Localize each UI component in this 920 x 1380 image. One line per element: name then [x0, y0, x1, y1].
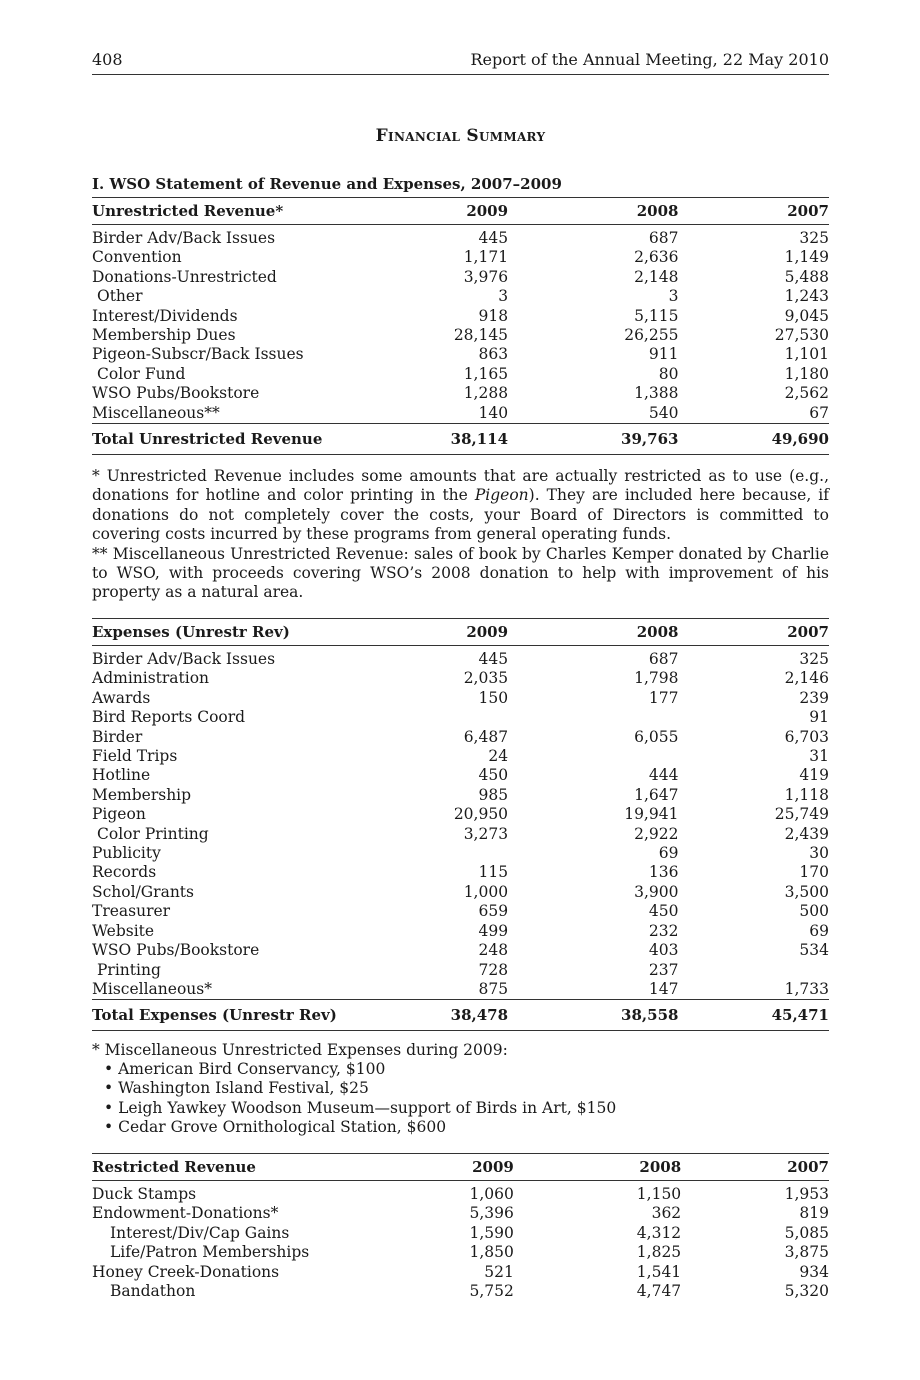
cell-value: 91 [809, 708, 829, 727]
cell-value: 1,733 [784, 979, 829, 998]
row-label: Schol/Grants [92, 882, 194, 901]
cell-value: 1,149 [784, 248, 829, 267]
cell-value: 232 [648, 921, 679, 940]
cell-value: 687 [648, 229, 679, 247]
cell-value: 150 [478, 688, 509, 707]
column-header: Expenses (Unrestr Rev) [92, 623, 290, 641]
cell-value: 403 [648, 941, 679, 960]
row-label: Duck Stamps [92, 1185, 197, 1203]
total-value: 38,558 [508, 1000, 678, 1031]
table-row [92, 669, 829, 688]
table-row [92, 384, 829, 403]
cell-value [678, 961, 829, 980]
cell-value: 24 [488, 747, 509, 766]
row-label: Administration [92, 669, 210, 688]
table-row [92, 844, 829, 863]
cell-value: 27,530 [774, 326, 829, 345]
cell-value: 1,590 [469, 1223, 514, 1242]
cell-value: 136 [648, 863, 679, 882]
cell-value: 5,085 [784, 1223, 829, 1242]
cell-value: 325 [799, 650, 829, 668]
cell-value [411, 708, 508, 727]
column-header: 2009 [466, 623, 509, 641]
total-value: 49,690 [678, 424, 829, 455]
cell-value: 170 [799, 863, 829, 882]
column-header: 2009 [472, 1158, 514, 1176]
cell-value: 248 [478, 941, 509, 960]
cell-value: 3,976 [463, 267, 509, 286]
table-row [92, 307, 829, 326]
cell-value: 3 [498, 287, 509, 306]
table-row [92, 1224, 829, 1243]
cell-value: 819 [799, 1204, 829, 1223]
total-value: 38,114 [411, 424, 508, 455]
table-row [92, 922, 829, 941]
list-item: • Cedar Grove Ornithological Station, $600 [92, 1118, 829, 1137]
table-row [92, 941, 829, 960]
row-label: Miscellaneous** [92, 403, 220, 422]
cell-value: 1,953 [784, 1185, 829, 1203]
table-row [92, 766, 829, 785]
cell-value: 1,647 [634, 785, 679, 804]
cell-value: 659 [478, 902, 509, 921]
row-label: Website [92, 921, 155, 940]
table-row [92, 365, 829, 384]
cell-value: 325 [799, 229, 829, 247]
cell-value: 5,752 [469, 1282, 514, 1301]
running-title: Report of the Annual Meeting, 22 May 2010 [470, 50, 829, 69]
row-label: Bandathon [110, 1282, 196, 1301]
cell-value: 875 [478, 979, 509, 998]
cell-value: 3,875 [784, 1243, 829, 1262]
total-row [92, 1000, 829, 1031]
table-row [92, 1282, 829, 1301]
expenses-table [92, 618, 829, 1031]
row-label: Color Printing [97, 824, 209, 843]
column-header: 2009 [466, 202, 509, 220]
cell-value: 19,941 [624, 805, 679, 824]
cell-value: 362 [651, 1204, 682, 1223]
unrestricted-revenue-footnote: * Unrestricted Revenue includes some amounts that are actually restricted as to use (e.g., donations for hotline and color printing in the Pigeon). They are included here because, if donations do not completely cover the costs, your Board of Directors is committed to covering costs incurred by these programs from general operating funds. ** Miscellaneous Unrestricted Revenue: sales of book by Charles Kemper donated by Charlie to WSO, with proceeds covering WSO’s 2008 donation to help with improvement of his property as a natural area. [92, 467, 829, 602]
cell-value: 5,396 [469, 1204, 514, 1223]
table-row [92, 345, 829, 364]
cell-value: 3,500 [784, 882, 829, 901]
row-label: Birder [92, 727, 143, 746]
cell-value: 140 [478, 403, 509, 422]
row-label: Treasurer [92, 902, 171, 921]
table-row [92, 1243, 829, 1262]
row-label: Honey Creek-Donations [92, 1262, 280, 1281]
restricted-revenue-table [92, 1153, 829, 1301]
cell-value: 1,180 [784, 364, 829, 383]
table-header-row [92, 1154, 829, 1181]
cell-value: 1,101 [784, 345, 829, 364]
cell-value: 918 [478, 306, 509, 325]
misc-revenue-footnote: ** Miscellaneous Unrestricted Revenue: sales of book by Charles Kemper donated by Charlie to WSO, with proceeds covering WSO’s 2008 donation to help with improvement of his property as a natural area. [92, 544, 829, 602]
cell-value: 2,562 [784, 384, 829, 403]
column-header: 2008 [636, 623, 679, 641]
table-row [92, 1204, 829, 1223]
cell-value: 445 [478, 229, 509, 247]
cell-value: 115 [478, 863, 509, 882]
cell-value: 30 [809, 844, 829, 863]
cell-value: 1,060 [469, 1185, 514, 1203]
cell-value: 20,950 [453, 805, 509, 824]
table-row [92, 883, 829, 902]
cell-value: 1,825 [636, 1243, 682, 1262]
table-row [92, 902, 829, 921]
cell-value: 863 [478, 345, 509, 364]
cell-value: 80 [658, 364, 679, 383]
cell-value: 1,850 [469, 1243, 514, 1262]
table-row [92, 326, 829, 345]
list-item: • Leigh Yawkey Woodson Museum—support of Birds in Art, $150 [92, 1099, 829, 1118]
cell-value: 2,439 [784, 824, 829, 843]
cell-value: 9,045 [784, 306, 829, 325]
cell-value: 534 [799, 941, 829, 960]
cell-value: 1,171 [463, 248, 509, 267]
column-header: 2007 [787, 623, 829, 641]
cell-value: 2,148 [634, 267, 679, 286]
cell-value: 540 [648, 403, 679, 422]
cell-value: 5,488 [784, 267, 829, 286]
cell-value [411, 844, 508, 863]
column-header: Restricted Revenue [92, 1158, 256, 1176]
cell-value: 177 [648, 688, 679, 707]
cell-value: 1,000 [463, 882, 509, 901]
row-label: Membership Dues [92, 326, 236, 345]
cell-value: 69 [809, 921, 829, 940]
table-row [92, 786, 829, 805]
expenses-footnote: * Miscellaneous Unrestricted Expenses during 2009: [92, 1041, 508, 1059]
cell-value: 1,541 [636, 1262, 682, 1281]
cell-value: 1,798 [634, 669, 679, 688]
cell-value: 31 [809, 747, 829, 766]
cell-value: 1,288 [463, 384, 509, 403]
row-label: Birder Adv/Back Issues [92, 229, 276, 247]
column-header: 2007 [787, 202, 829, 220]
table-row [92, 404, 829, 424]
row-label: Life/Patron Memberships [110, 1243, 310, 1262]
row-label: Publicity [92, 844, 161, 863]
table-row [92, 863, 829, 882]
column-header: 2008 [636, 202, 679, 220]
row-label: Birder Adv/Back Issues [92, 650, 276, 668]
table-row [92, 961, 829, 980]
cell-value: 4,312 [636, 1223, 682, 1242]
cell-value: 499 [478, 921, 509, 940]
cell-value: 147 [648, 979, 679, 998]
cell-value: 419 [799, 766, 829, 785]
cell-value: 67 [809, 403, 829, 422]
row-label: Color Fund [97, 364, 186, 383]
page-title: Financial Summary [375, 126, 546, 146]
table-row [92, 728, 829, 747]
cell-value: 1,165 [463, 364, 509, 383]
cell-value [508, 708, 678, 727]
total-row [92, 424, 829, 455]
table-header-row [92, 198, 829, 225]
cell-value: 3,273 [463, 824, 509, 843]
row-label: Convention [92, 248, 182, 267]
cell-value: 6,487 [463, 727, 509, 746]
cell-value: 5,115 [634, 306, 679, 325]
row-label: Field Trips [92, 747, 178, 766]
misc-expenses-list [92, 1060, 829, 1138]
column-header: 2007 [787, 1158, 829, 1176]
cell-value: 69 [658, 844, 679, 863]
cell-value: 445 [478, 650, 509, 668]
total-value: 45,471 [678, 1000, 829, 1031]
table-row [92, 268, 829, 287]
cell-value: 1,388 [634, 384, 679, 403]
row-label: Records [92, 863, 157, 882]
cell-value: 728 [478, 960, 509, 979]
list-item: • Washington Island Festival, $25 [92, 1079, 829, 1098]
cell-value: 6,703 [784, 727, 829, 746]
table-row [92, 747, 829, 766]
row-label: WSO Pubs/Bookstore [92, 384, 260, 403]
cell-value: 450 [478, 766, 509, 785]
column-header: Unrestricted Revenue* [92, 202, 284, 220]
table-row [92, 225, 829, 249]
row-label: Other [97, 287, 143, 306]
cell-value: 2,636 [634, 248, 679, 267]
cell-value: 687 [648, 650, 679, 668]
cell-value: 3 [668, 287, 679, 306]
cell-value: 2,146 [784, 669, 829, 688]
row-label: Bird Reports Coord [92, 708, 246, 727]
row-label: Awards [92, 688, 151, 707]
row-label: Hotline [92, 766, 151, 785]
row-label: Interest/Div/Cap Gains [110, 1223, 290, 1242]
cell-value: 450 [648, 902, 679, 921]
table-header-row [92, 619, 829, 646]
table-row [92, 980, 829, 1000]
table-row [92, 646, 829, 670]
table-row [92, 689, 829, 708]
cell-value: 6,055 [634, 727, 679, 746]
table-row [92, 825, 829, 844]
row-label: WSO Pubs/Bookstore [92, 941, 260, 960]
cell-value: 2,922 [634, 824, 679, 843]
running-head [92, 50, 829, 75]
total-label: Total Unrestricted Revenue [92, 424, 411, 455]
cell-value: 25,749 [774, 805, 829, 824]
table-row [92, 1181, 829, 1205]
cell-value: 26,255 [624, 326, 679, 345]
cell-value: 985 [478, 785, 509, 804]
row-label: Endowment-Donations* [92, 1204, 279, 1223]
row-label: Miscellaneous* [92, 979, 212, 998]
cell-value: 521 [484, 1262, 514, 1281]
cell-value: 1,118 [784, 785, 829, 804]
unrestricted-revenue-table [92, 197, 829, 455]
total-label: Total Expenses (Unrestr Rev) [92, 1000, 411, 1031]
cell-value: 500 [799, 902, 829, 921]
table-row [92, 708, 829, 727]
row-label: Pigeon [92, 805, 146, 824]
row-label: Interest/Dividends [92, 306, 238, 325]
cell-value: 911 [648, 345, 679, 364]
list-item: • American Bird Conservancy, $100 [92, 1060, 829, 1079]
section-heading: I. WSO Statement of Revenue and Expenses, 2007–2009 [92, 175, 562, 193]
cell-value: 28,145 [453, 326, 509, 345]
cell-value [508, 747, 678, 766]
column-header: 2008 [639, 1158, 682, 1176]
cell-value: 239 [799, 688, 829, 707]
row-label: Donations-Unrestricted [92, 267, 277, 286]
total-value: 38,478 [411, 1000, 508, 1031]
cell-value: 2,035 [463, 669, 509, 688]
row-label: Membership [92, 785, 192, 804]
cell-value: 934 [799, 1262, 829, 1281]
cell-value: 5,320 [784, 1282, 829, 1301]
table-row [92, 248, 829, 267]
cell-value: 237 [648, 960, 679, 979]
cell-value: 3,900 [634, 882, 679, 901]
table-row [92, 287, 829, 306]
row-label: Pigeon-Subscr/Back Issues [92, 345, 304, 364]
table-row [92, 805, 829, 824]
page-number: 408 [92, 50, 123, 69]
cell-value: 1,243 [784, 287, 829, 306]
cell-value: 1,150 [636, 1185, 682, 1203]
cell-value: 4,747 [636, 1282, 682, 1301]
cell-value: 444 [648, 766, 679, 785]
total-value: 39,763 [508, 424, 678, 455]
table-row [92, 1263, 829, 1282]
row-label: Printing [97, 960, 161, 979]
